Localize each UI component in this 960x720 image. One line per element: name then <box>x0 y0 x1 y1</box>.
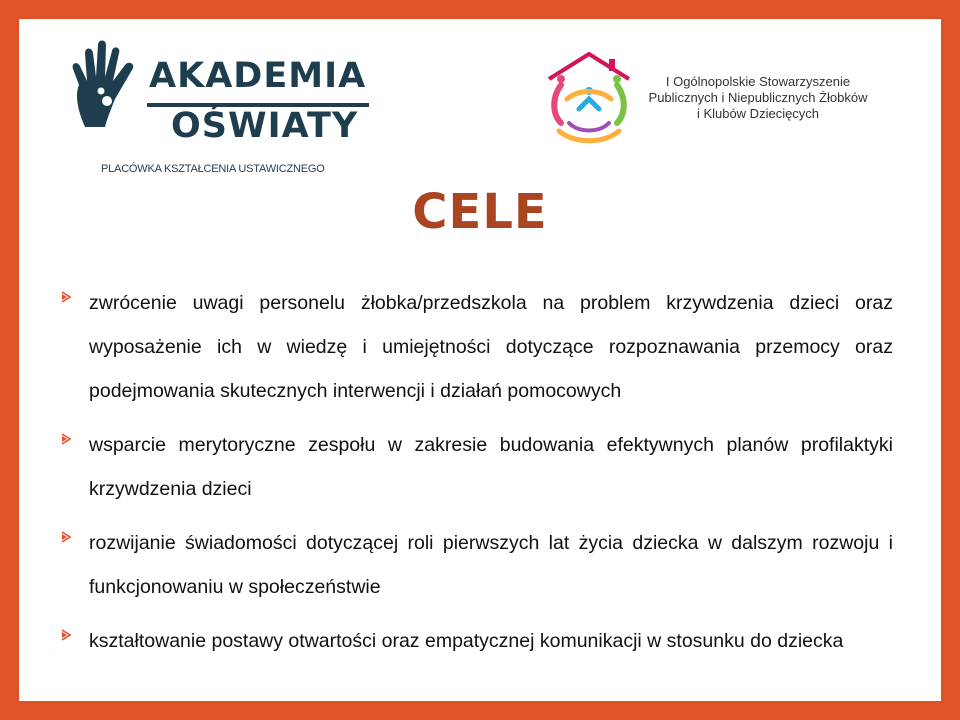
list-item <box>59 619 893 663</box>
list-item <box>59 521 893 609</box>
arrow-right-icon <box>59 628 73 642</box>
list-item-text: kształtowanie postawy otwartości oraz empatycznej komunikacji w stosunku do dziecka <box>89 630 844 652</box>
list-item-text: wsparcie merytoryczne zespołu w zakresie budowania efektywnych planów profilaktyki krzywdzenia dzieci <box>89 434 893 500</box>
list-item-text: zwrócenie uwagi personelu żłobka/przedszkola na problem krzywdzenia dzieci oraz wyposażenie ich w wiedzę i umiejętności dotyczące rozpoznawania przemocy oraz podejmowania skutecznych interwencji i działań pomocowych <box>89 292 893 402</box>
stowarzyszenie-logo <box>539 49 899 169</box>
arrow-right-icon <box>59 290 73 304</box>
org-line: i Klubów Dziecięcych <box>696 106 820 121</box>
arrow-right-icon <box>59 432 73 446</box>
list-item <box>59 281 893 413</box>
logo-line1: AKADEMIA <box>149 56 367 96</box>
goals-list <box>59 281 893 673</box>
arrow-right-icon <box>59 530 73 544</box>
slide-title: CELE <box>412 184 548 240</box>
list-item <box>59 423 893 511</box>
slide <box>19 19 941 701</box>
organization-name <box>623 74 893 122</box>
org-line: I Ogólnopolskie Stowarzyszenie <box>665 74 851 89</box>
org-line: Publicznych i Niepublicznych Żłobków <box>648 90 868 105</box>
logo-line2: OŚWIATY <box>171 106 359 146</box>
list-item-text: rozwijanie świadomości dotyczącej roli pierwszych lat życia dziecka w dalszym rozwoju i funkcjonowaniu w społeczeństwie <box>89 532 893 598</box>
akademia-oswiaty-logo <box>67 39 397 179</box>
hand-icon <box>67 39 147 129</box>
logo-subtitle: PLACÓWKA KSZTAŁCENIA USTAWICZNEGO <box>101 163 325 175</box>
